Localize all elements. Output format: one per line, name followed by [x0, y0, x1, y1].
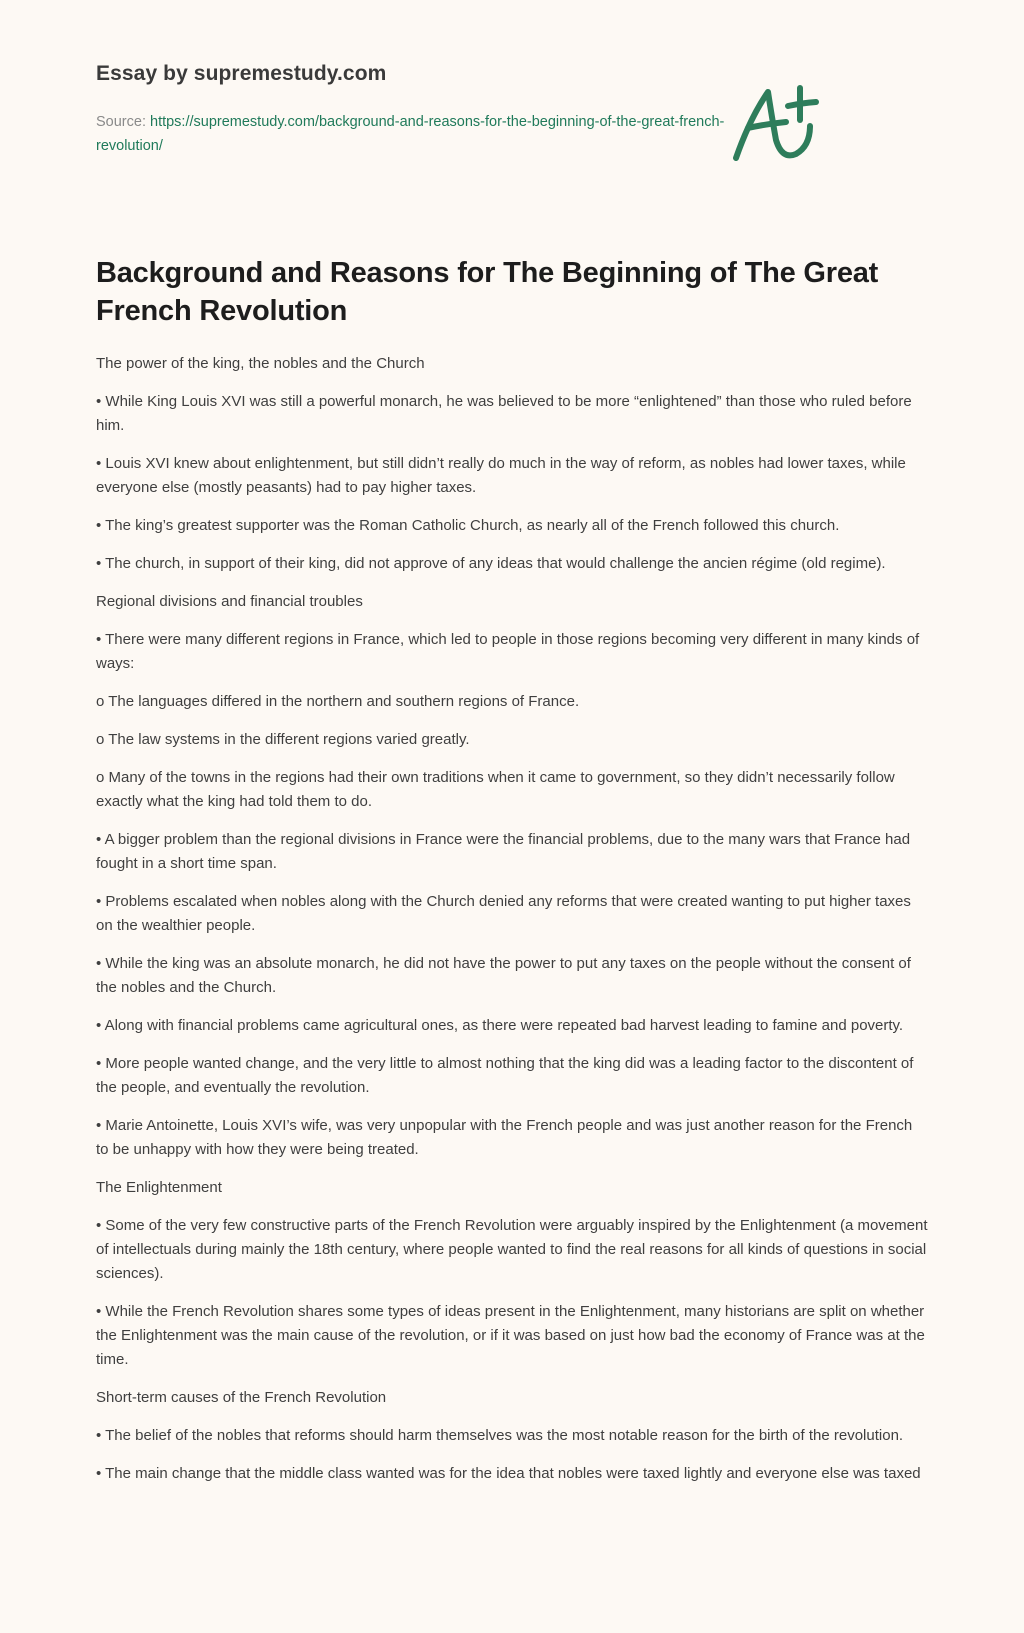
- bullet-paragraph: • While King Louis XVI was still a powerful monarch, he was believed to be more “enlightened” than those who ruled before him.: [96, 393, 912, 434]
- essay-body: [96, 352, 928, 1486]
- bullet-paragraph: • The belief of the nobles that reforms should harm themselves was the most notable reason for the birth of the revolution.: [96, 1427, 904, 1444]
- bullet-paragraph: • The church, in support of their king, did not approve of any ideas that would challenge the ancien régime (old regime).: [96, 555, 886, 572]
- section-heading: Regional divisions and financial troubles: [96, 593, 363, 610]
- a-plus-grade-icon: [730, 68, 830, 168]
- bullet-paragraph: • Louis XVI knew about enlightenment, but still didn’t really do much in the way of reform, as nobles had lower taxes, while everyone else (mostly peasants) had to pay higher taxes.: [96, 455, 906, 496]
- bullet-paragraph: • Problems escalated when nobles along with the Church denied any reforms that were created wanting to put higher taxes on the wealthier people.: [96, 893, 911, 934]
- essay-title: Background and Reasons for The Beginning of The Great French Revolution: [96, 257, 879, 327]
- bullet-paragraph: • More people wanted change, and the very little to almost nothing that the king did was a leading factor to the discontent of the people, and eventually the revolution.: [96, 1055, 914, 1096]
- bullet-paragraph: • A bigger problem than the regional divisions in France were the financial problems, due to the many wars that France had fought in a short time span.: [96, 831, 911, 872]
- section-heading: Short-term causes of the French Revolution: [96, 1389, 387, 1406]
- sub-bullet-paragraph: o The law systems in the different regions varied greatly.: [96, 731, 470, 748]
- bullet-paragraph: • Marie Antoinette, Louis XVI’s wife, was very unpopular with the French people and was just another reason for the French to be unhappy with how they were being treated.: [96, 1117, 913, 1158]
- site-title: Essay by supremestudy.com: [96, 62, 387, 85]
- sub-bullet-paragraph: o The languages differed in the northern and southern regions of France.: [96, 693, 580, 710]
- page-header: [96, 0, 928, 200]
- bullet-paragraph: • The main change that the middle class wanted was for the idea that nobles were taxed lightly and everyone else was taxed: [96, 1465, 921, 1482]
- bullet-paragraph: • The king’s greatest supporter was the Roman Catholic Church, as nearly all of the French followed this church.: [96, 517, 840, 534]
- source-label: Source:: [96, 114, 150, 130]
- bullet-paragraph: • There were many different regions in France, which led to people in those regions becoming very different in many kinds of ways:: [96, 631, 920, 672]
- bullet-paragraph: • Along with financial problems came agricultural ones, as there were repeated bad harvest leading to famine and poverty.: [96, 1017, 904, 1034]
- source-link[interactable]: https://supremestudy.com/background-and-reasons-for-the-beginning-of-the-great-french-revolution/: [96, 114, 725, 154]
- bullet-paragraph: • While the French Revolution shares some types of ideas present in the Enlightenment, many historians are split on whether the Enlightenment was the main cause of the revolution, or if it was based on just how bad the economy of France was at the time.: [96, 1303, 925, 1368]
- bullet-paragraph: • While the king was an absolute monarch, he did not have the power to put any taxes on the people without the consent of the nobles and the Church.: [96, 955, 911, 996]
- bullet-paragraph: • Some of the very few constructive parts of the French Revolution were arguably inspired by the Enlightenment (a movement of intellectuals during mainly the 18th century, where people wanted to find the real reasons for all kinds of questions in social sciences).: [96, 1217, 928, 1282]
- section-heading: The power of the king, the nobles and the Church: [96, 355, 425, 372]
- source-line: [96, 110, 756, 158]
- section-heading: The Enlightenment: [96, 1179, 222, 1196]
- sub-bullet-paragraph: o Many of the towns in the regions had their own traditions when it came to government, so they didn’t necessarily follow exactly what the king had told them to do.: [96, 769, 895, 810]
